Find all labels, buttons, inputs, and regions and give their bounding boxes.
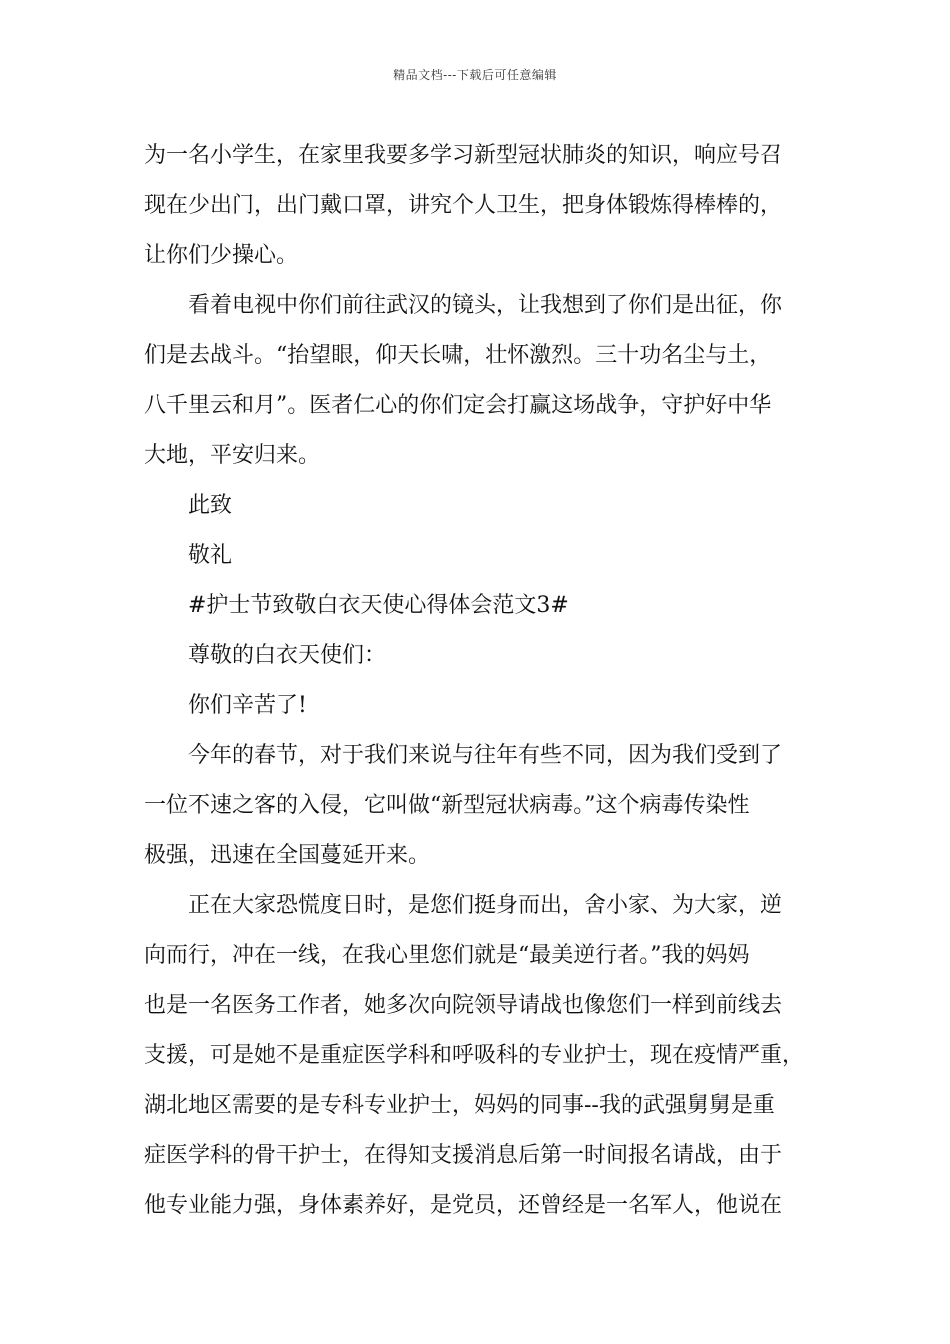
text-line: 你们辛苦了! [188, 693, 307, 718]
text-line: 看着电视中你们前往武汉的镜头，让我想到了你们是出征，你 [188, 293, 783, 318]
letter-greeting [144, 631, 810, 681]
text-line: 支援，可是她不是重症医学科和呼吸科的专业护士，现在疫情严重， [144, 1043, 805, 1068]
text-line: 们是去战斗。“抬望眼，仰天长啸，壮怀激烈。三十功名尘与土， [144, 343, 772, 368]
letter-opening [144, 681, 810, 731]
text-line: 敬礼 [188, 543, 233, 568]
text-line: 症医学科的骨干护士，在得知支援消息后第一时间报名请战，由于 [144, 1143, 783, 1168]
text-line: 大地，平安归来。 [144, 443, 321, 468]
text-line: 他专业能力强，身体素养好，是党员，还曾经是一名军人，他说在 [144, 1193, 783, 1218]
text-line: 尊敬的白衣天使们： [188, 643, 387, 668]
text-line: 此致 [188, 493, 233, 518]
text-line: #护士节致敬白衣天使心得体会范文3# [188, 593, 569, 618]
section-title [144, 581, 810, 631]
salutation-cizhi [144, 481, 810, 531]
paragraph-4 [144, 881, 810, 1231]
text-line: 今年的春节，对于我们来说与往年有些不同，因为我们受到了 [188, 743, 783, 768]
text-line: 向而行，冲在一线，在我心里您们就是“最美逆行者。”我的妈妈 [144, 943, 750, 968]
document-body [144, 131, 810, 1231]
text-line: 一位不速之客的入侵，它叫做“新型冠状病毒。”这个病毒传染性 [144, 793, 750, 818]
text-line: 正在大家恐慌度日时，是您们挺身而出，舍小家、为大家，逆 [188, 893, 783, 918]
text-line: 湖北地区需要的是专科专业护士，妈妈的同事--我的武强舅舅是重 [144, 1093, 775, 1118]
paragraph-3 [144, 731, 810, 881]
paragraph-1 [144, 131, 810, 281]
text-line: 让你们少操心。 [144, 243, 299, 268]
text-line: 八千里云和月”。医者仁心的你们定会打赢这场战争，守护好中华 [144, 393, 772, 418]
text-line: 为一名小学生，在家里我要多学习新型冠状肺炎的知识，响应号召 [144, 143, 783, 168]
text-line: 极强，迅速在全国蔓延开来。 [144, 843, 431, 868]
text-line: 现在少出门，出门戴口罩，讲究个人卫生，把身体锻炼得棒棒的， [144, 193, 783, 218]
salutation-jingli [144, 531, 810, 581]
paragraph-2 [144, 281, 810, 481]
text-line: 也是一名医务工作者，她多次向院领导请战也像您们一样到前线去 [144, 993, 783, 1018]
page-header: 精品文档---下载后可任意编辑 [393, 68, 557, 82]
